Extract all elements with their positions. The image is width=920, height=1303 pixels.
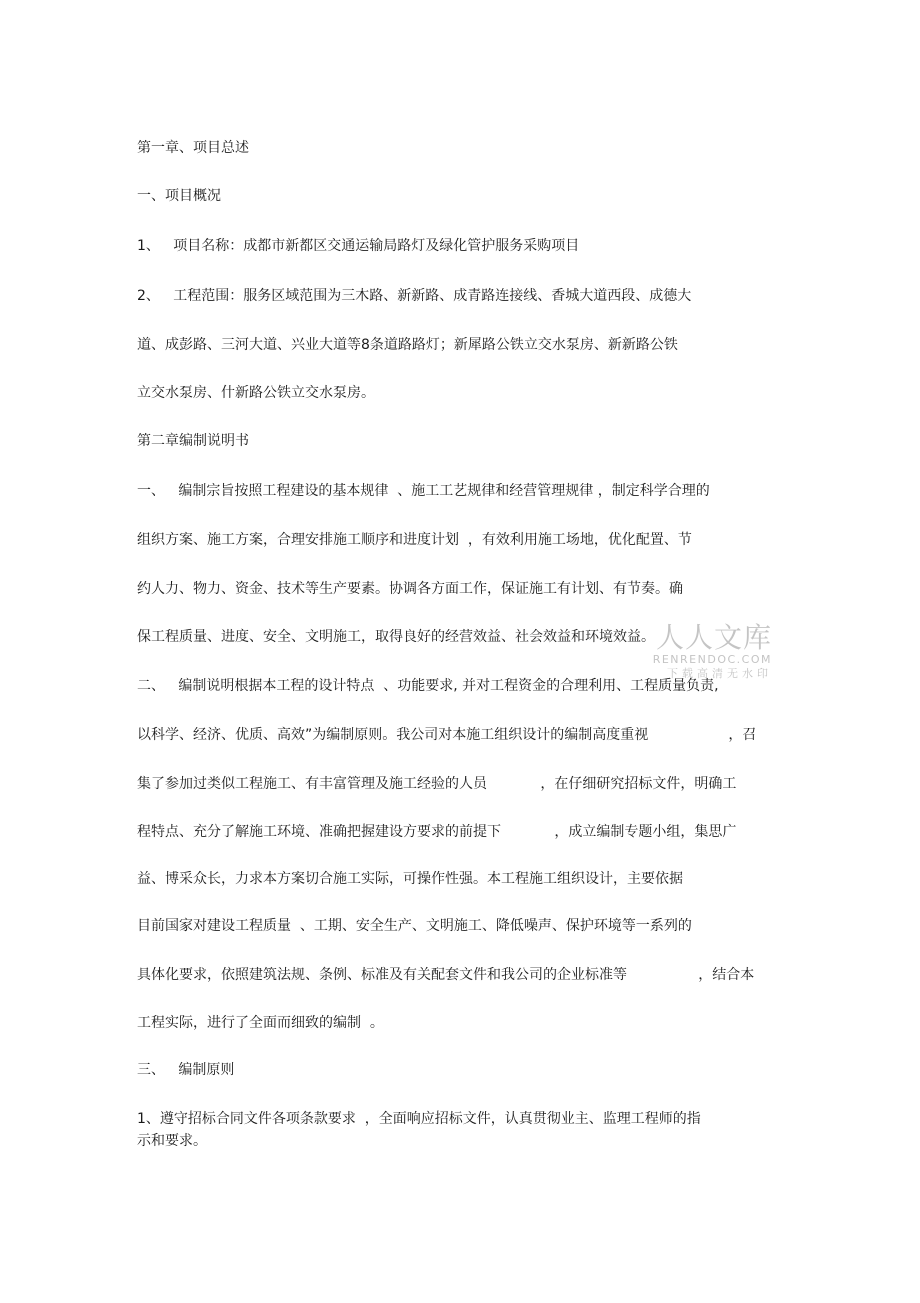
section-project-overview: 一、项目概况 [137, 188, 221, 204]
item-scope-line-1: 2、 工程范围：服务区域范围为三木路、新新路、成青路连接线、香城大道西段、成德大 [137, 288, 692, 304]
section-principles: 三、 编制原则 [137, 1062, 235, 1078]
chapter-2-heading: 第二章编制说明书 [137, 433, 249, 449]
principle-1-line-1: 1、遵守招标合同文件各项条款要求 ，全面响应招标文件，认真贯彻业主、监理工程师的指 [137, 1111, 701, 1127]
item-scope-line-2: 道、成彭路、三河大道、兴业大道等8条道路路灯；新犀路公铁立交水泵房、新新路公铁 [137, 337, 678, 353]
explain-line-8: 工程实际，进行了全面而细致的编制 。 [137, 1015, 384, 1031]
watermark-tagline: 下载高清无水印 [667, 667, 772, 680]
item-project-name: 1、 项目名称：成都市新都区交通运输局路灯及绿化管护服务采购项目 [137, 238, 580, 254]
principle-1-line-2: 示和要求。 [137, 1133, 207, 1149]
purpose-line-1: 一、 编制宗旨按照工程建设的基本规律 、施工工艺规律和经营管理规律 ，制定科学合理的 [137, 483, 710, 499]
purpose-line-2: 组织方案、施工方案，合理安排施工顺序和进度计划 ，有效利用施工场地，优化配置、节 [137, 532, 692, 548]
explain-line-6: 目前国家对建设工程质量 、工期、安全生产、文明施工、降低噪声、保护环境等一系列的 [137, 918, 692, 934]
explain-line-2: 以科学、经济、优质、高效”为编制原则。我公司对本施工组织设计的编制高度重视 ，召 [137, 727, 757, 743]
item-scope-line-3: 立交水泵房、什新路公铁立交水泵房。 [137, 385, 375, 401]
explain-line-5: 益、博采众长，力求本方案切合施工实际，可操作性强。本工程施工组织设计，主要依据 [137, 871, 683, 887]
purpose-line-3: 约人力、物力、资金、技术等生产要素。协调各方面工作，保证施工有计划、有节奏。确 [137, 581, 683, 597]
explain-line-4: 程特点、充分了解施工环境、准确把握建设方要求的前提下 ，成立编制专题小组，集思广 [137, 824, 737, 840]
watermark-brand: 人人文库 [655, 621, 772, 654]
chapter-1-heading: 第一章、项目总述 [137, 140, 249, 156]
purpose-line-4: 保工程质量、进度、安全、文明施工，取得良好的经营效益、社会效益和环境效益。 [137, 629, 655, 645]
explain-line-3: 集了参加过类似工程施工、有丰富管理及施工经验的人员 ，在仔细研究招标文件，明确工 [137, 776, 737, 792]
explain-line-7: 具体化要求，依照建筑法规、条例、标准及有关配套文件和我公司的企业标准等 ，结合本 [137, 967, 755, 983]
explain-line-1: 二、 编制说明根据本工程的设计特点 、功能要求, 并对工程资金的合理利用、工程质量负责, [137, 678, 719, 694]
watermark-domain: RENRENDOC.COM [652, 653, 772, 666]
watermark [620, 622, 780, 684]
